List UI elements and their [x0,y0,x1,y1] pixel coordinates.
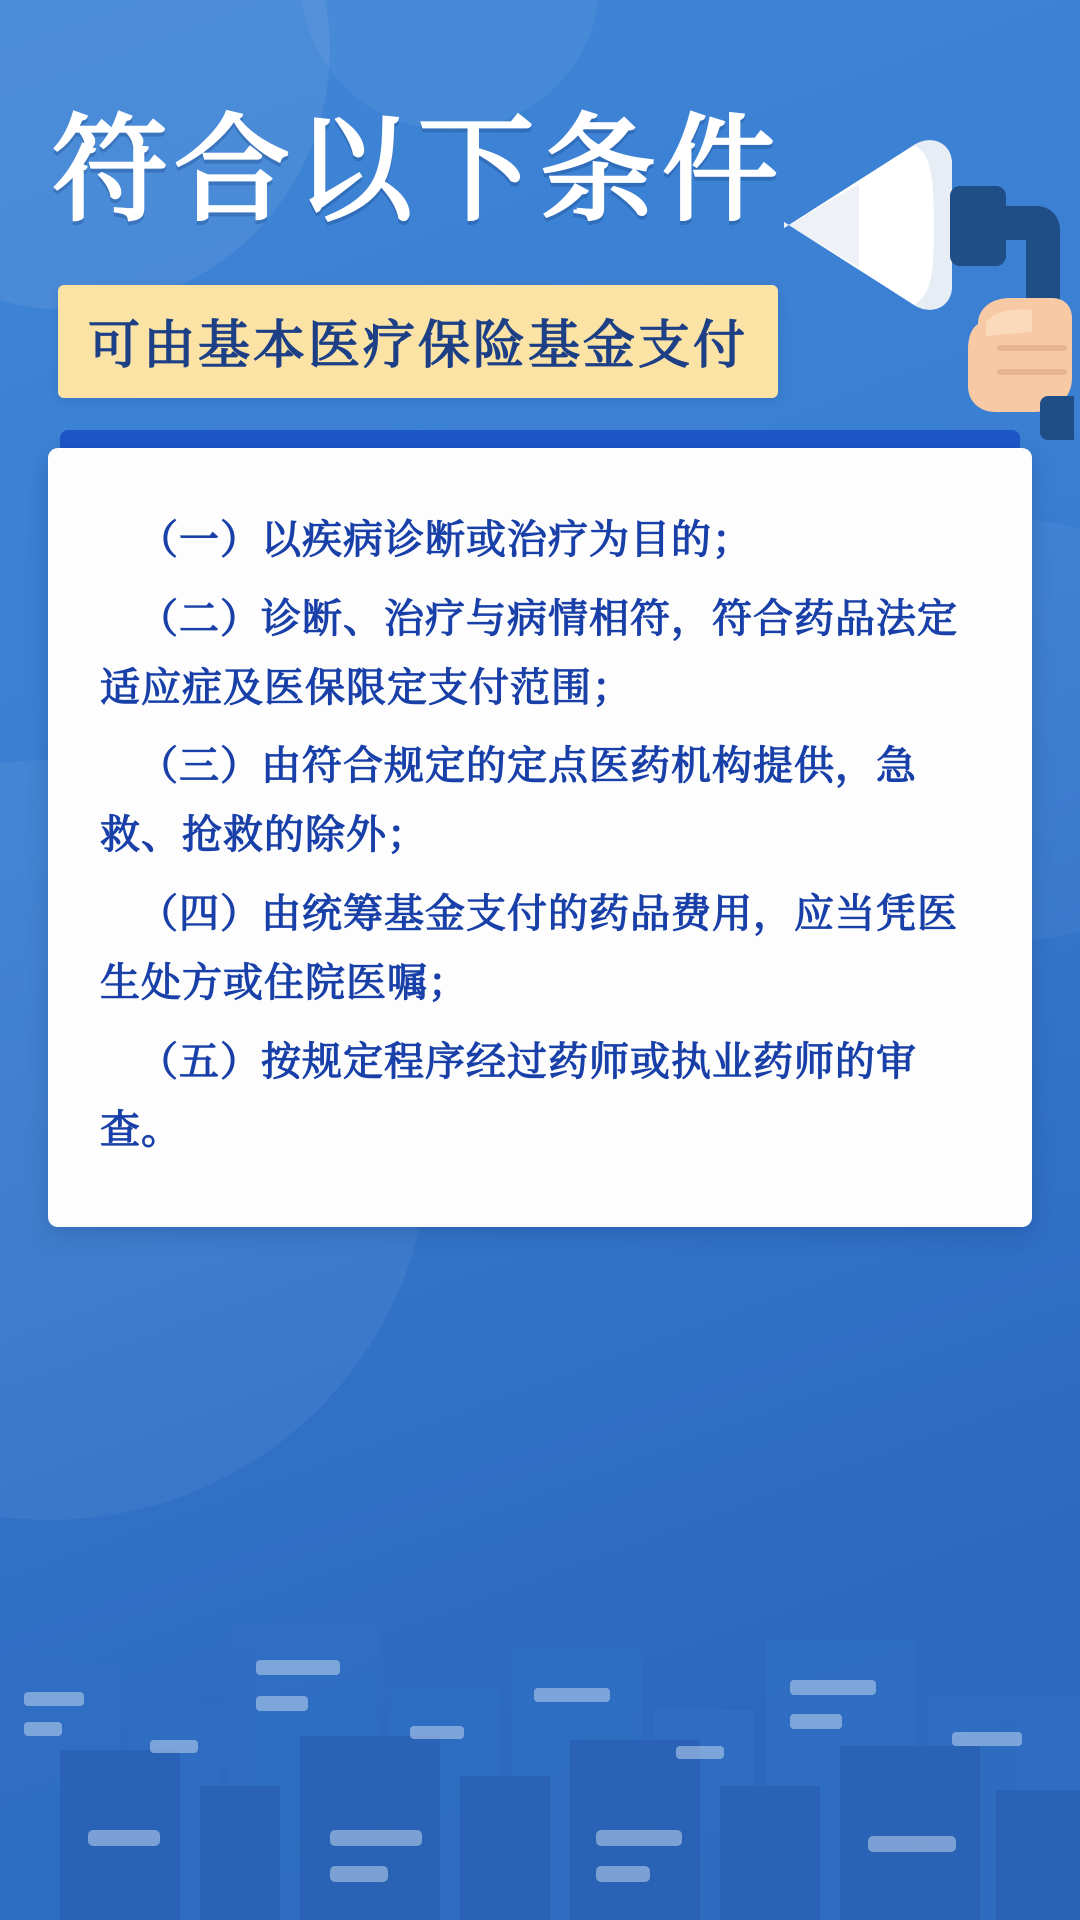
content-card [48,430,1032,1227]
list-item: （二）诊断、治疗与病情相符，符合药品法定适应症及医保限定支付范围； [100,596,958,710]
subtitle-banner: 可由基本医疗保险基金支付 [58,285,778,398]
list-item: （三）由符合规定的定点医药机构提供，急救、抢救的除外； [100,744,917,858]
megaphone-icon [764,110,1074,440]
clause-list [48,448,1032,1227]
list-item: （五）按规定程序经过药师或执业药师的审查。 [100,1039,917,1153]
list-item: （四）由统筹基金支付的药品费用，应当凭医生处方或住院医嘱； [100,891,958,1005]
page-title: 符合以下条件 [52,105,784,235]
list-item: （一）以疾病诊断或治疗为目的； [138,518,753,562]
city-skyline-illustration [0,1500,1080,1920]
